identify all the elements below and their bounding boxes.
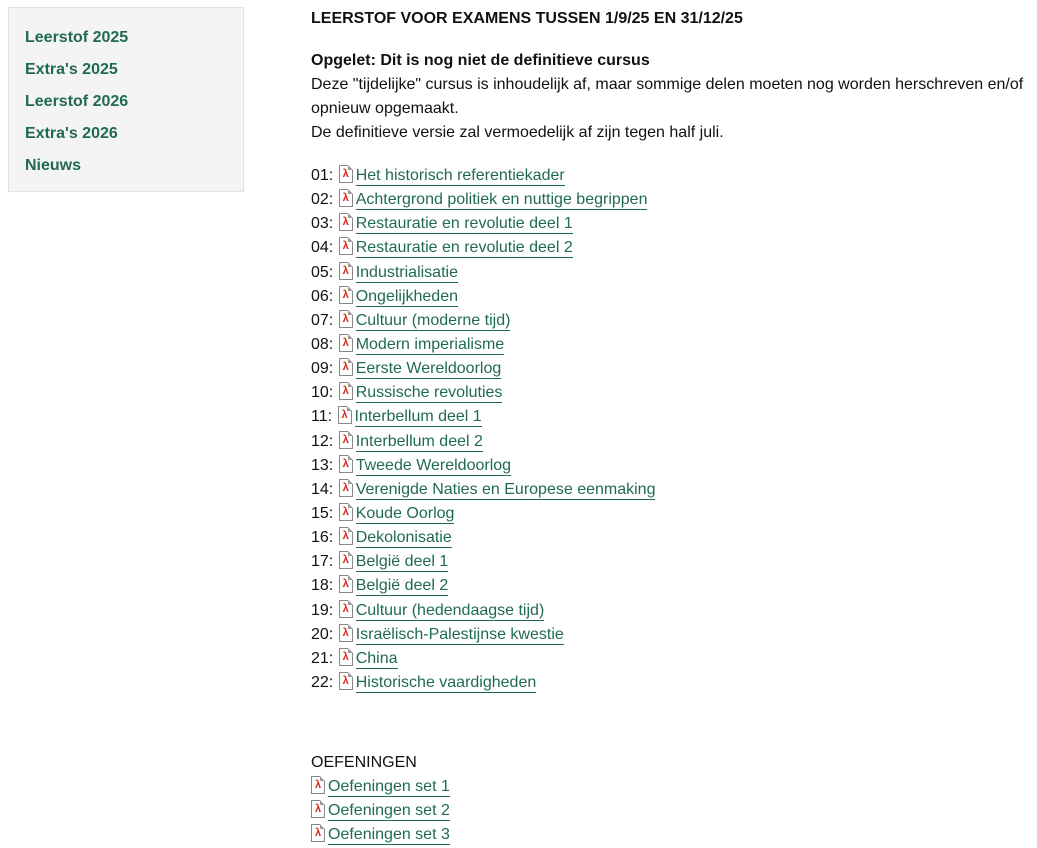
pdf-file-icon: λ [339, 237, 353, 255]
chapter-row [311, 212, 1031, 236]
chapter-pdf-link[interactable]: Israëlisch-Palestijnse kwestie [355, 625, 564, 643]
sidebar-link-extras-2025[interactable]: Extra's 2025 [25, 61, 118, 78]
chapter-pdf-link[interactable]: Cultuur (hedendaagse tijd) [355, 601, 545, 619]
chapter-pdf-link[interactable]: Restauratie en revolutie deel 2 [355, 239, 573, 257]
sidebar-item-extras-2026 [25, 122, 243, 154]
chapter-number: 01: [311, 167, 334, 184]
chapter-pdf-link[interactable]: Achtergrond politiek en nuttige begrippen [355, 191, 648, 209]
pdf-file-icon: λ [339, 672, 353, 690]
draft-notice-text: Deze "tijdelijke" cursus is inhoudelijk af, maar sommige delen moeten nog worden herschreven en/of opnieuw opgemaakt. [311, 76, 1024, 117]
chapter-pdf-link[interactable]: België deel 1 [355, 553, 449, 571]
chapter-pdf-link[interactable]: Koude Oorlog [355, 504, 455, 522]
pdf-file-icon: λ [339, 624, 353, 642]
chapter-pdf-link[interactable]: Eerste Wereldoorlog [355, 360, 502, 378]
chapter-row [311, 357, 1031, 381]
pdf-file-icon: λ [339, 527, 353, 545]
chapter-number: 22: [311, 673, 334, 691]
chapter-number: 19: [311, 601, 334, 619]
pdf-file-icon: λ [311, 776, 325, 794]
chapter-number: 21: [311, 649, 334, 667]
chapter-pdf-link[interactable]: België deel 2 [355, 577, 449, 595]
sidebar-nav [8, 7, 244, 192]
chapter-number: 15: [311, 504, 334, 522]
chapter-number: 11: [311, 408, 333, 426]
chapter-row [311, 526, 1031, 550]
chapter-number: 07: [311, 311, 334, 329]
chapter-number: 20: [311, 625, 334, 643]
chapter-row [311, 599, 1031, 623]
exercises-heading: OEFENINGEN [311, 754, 417, 772]
chapter-row [311, 478, 1031, 502]
pdf-file-icon: λ [339, 575, 353, 593]
chapter-number: 06: [311, 287, 334, 305]
exercise-row [311, 775, 1031, 799]
exercise-pdf-link[interactable]: Oefeningen set 2 [328, 802, 450, 820]
chapter-row [311, 309, 1031, 333]
chapter-row [311, 405, 1031, 429]
pdf-file-icon: λ [338, 406, 352, 424]
chapter-number: 03: [311, 215, 334, 233]
chapter-row [311, 381, 1031, 405]
pdf-file-icon: λ [311, 824, 325, 842]
pdf-file-icon: λ [339, 189, 353, 207]
chapter-number: 09: [311, 360, 334, 378]
chapter-row [311, 285, 1031, 309]
exercise-pdf-link[interactable]: Oefeningen set 3 [328, 826, 450, 844]
pdf-file-icon: λ [339, 455, 353, 473]
chapter-row [311, 623, 1031, 647]
sidebar-link-extras-2026[interactable]: Extra's 2026 [25, 125, 118, 142]
chapter-row [311, 671, 1031, 695]
pdf-file-icon: λ [339, 503, 353, 521]
chapter-row [311, 454, 1031, 478]
chapter-number: 10: [311, 384, 334, 402]
sidebar-item-extras-2025 [25, 58, 243, 90]
chapter-pdf-link[interactable]: Tweede Wereldoorlog [355, 456, 512, 474]
exercise-list [311, 775, 1031, 847]
chapter-number: 05: [311, 263, 334, 281]
main-content [311, 8, 1031, 848]
sidebar-menu [9, 8, 243, 186]
chapter-number: 02: [311, 191, 334, 209]
pdf-file-icon: λ [339, 165, 353, 183]
sidebar-item-leerstof-2026 [25, 90, 243, 122]
chapter-pdf-link[interactable]: Industrialisatie [355, 263, 458, 281]
chapter-row [311, 550, 1031, 574]
sidebar-link-leerstof-2026[interactable]: Leerstof 2026 [25, 93, 129, 110]
sidebar-link-leerstof-2025[interactable]: Leerstof 2025 [25, 29, 129, 46]
chapter-row [311, 236, 1031, 260]
draft-notice-eta: De definitieve versie zal vermoedelijk af zijn tegen half juli. [311, 124, 724, 141]
chapter-list [311, 164, 1031, 695]
exercise-row [311, 823, 1031, 847]
chapter-row [311, 574, 1031, 598]
chapter-pdf-link[interactable]: Modern imperialisme [355, 335, 505, 353]
chapter-number: 16: [311, 529, 334, 547]
chapter-pdf-link[interactable]: Cultuur (moderne tijd) [355, 311, 511, 329]
pdf-file-icon: λ [339, 286, 353, 304]
chapter-pdf-link[interactable]: Ongelijkheden [355, 287, 458, 305]
chapter-row [311, 164, 1031, 188]
pdf-file-icon: λ [339, 600, 353, 618]
chapter-pdf-link[interactable]: Interbellum deel 2 [355, 432, 483, 450]
pdf-file-icon: λ [339, 334, 353, 352]
sidebar-item-nieuws [25, 154, 243, 186]
chapter-number: 08: [311, 335, 334, 353]
chapter-pdf-link[interactable]: Verenigde Naties en Europese eenmaking [355, 480, 656, 498]
chapter-row [311, 430, 1031, 454]
chapter-number: 12: [311, 432, 334, 450]
chapter-number: 17: [311, 553, 334, 571]
pdf-file-icon: λ [339, 262, 353, 280]
chapter-number: 13: [311, 456, 334, 474]
pdf-file-icon: λ [339, 358, 353, 376]
pdf-file-icon: λ [311, 800, 325, 818]
sidebar-item-leerstof-2025 [25, 26, 243, 58]
pdf-file-icon: λ [339, 382, 353, 400]
chapter-number: 18: [311, 577, 334, 595]
page-title: LEERSTOF VOOR EXAMENS TUSSEN 1/9/25 EN 31/12/25 [311, 10, 743, 27]
pdf-file-icon: λ [339, 479, 353, 497]
sidebar-link-nieuws[interactable]: Nieuws [25, 157, 82, 174]
chapter-pdf-link[interactable]: Russische revoluties [355, 384, 503, 402]
pdf-file-icon: λ [339, 431, 353, 449]
chapter-row [311, 647, 1031, 671]
chapter-row [311, 261, 1031, 285]
chapter-pdf-link[interactable]: Historische vaardigheden [355, 673, 537, 691]
chapter-row [311, 502, 1031, 526]
chapter-pdf-link[interactable]: Het historisch referentiekader [355, 167, 565, 184]
pdf-file-icon: λ [339, 213, 353, 231]
pdf-file-icon: λ [339, 648, 353, 666]
chapter-row [311, 333, 1031, 357]
chapter-number: 04: [311, 239, 334, 257]
chapter-pdf-link[interactable]: Interbellum deel 1 [354, 408, 482, 426]
pdf-file-icon: λ [339, 310, 353, 328]
pdf-file-icon: λ [339, 551, 353, 569]
exercise-row [311, 799, 1031, 823]
chapter-number: 14: [311, 480, 334, 498]
exercise-pdf-link[interactable]: Oefeningen set 1 [328, 778, 450, 796]
chapter-pdf-link[interactable]: China [355, 649, 398, 667]
draft-notice-title: Opgelet: Dit is nog niet de definitieve cursus [311, 52, 650, 69]
chapter-pdf-link[interactable]: Restauratie en revolutie deel 1 [355, 215, 573, 233]
chapter-pdf-link[interactable]: Dekolonisatie [355, 529, 452, 547]
draft-notice [311, 49, 1031, 145]
chapter-row [311, 188, 1031, 212]
